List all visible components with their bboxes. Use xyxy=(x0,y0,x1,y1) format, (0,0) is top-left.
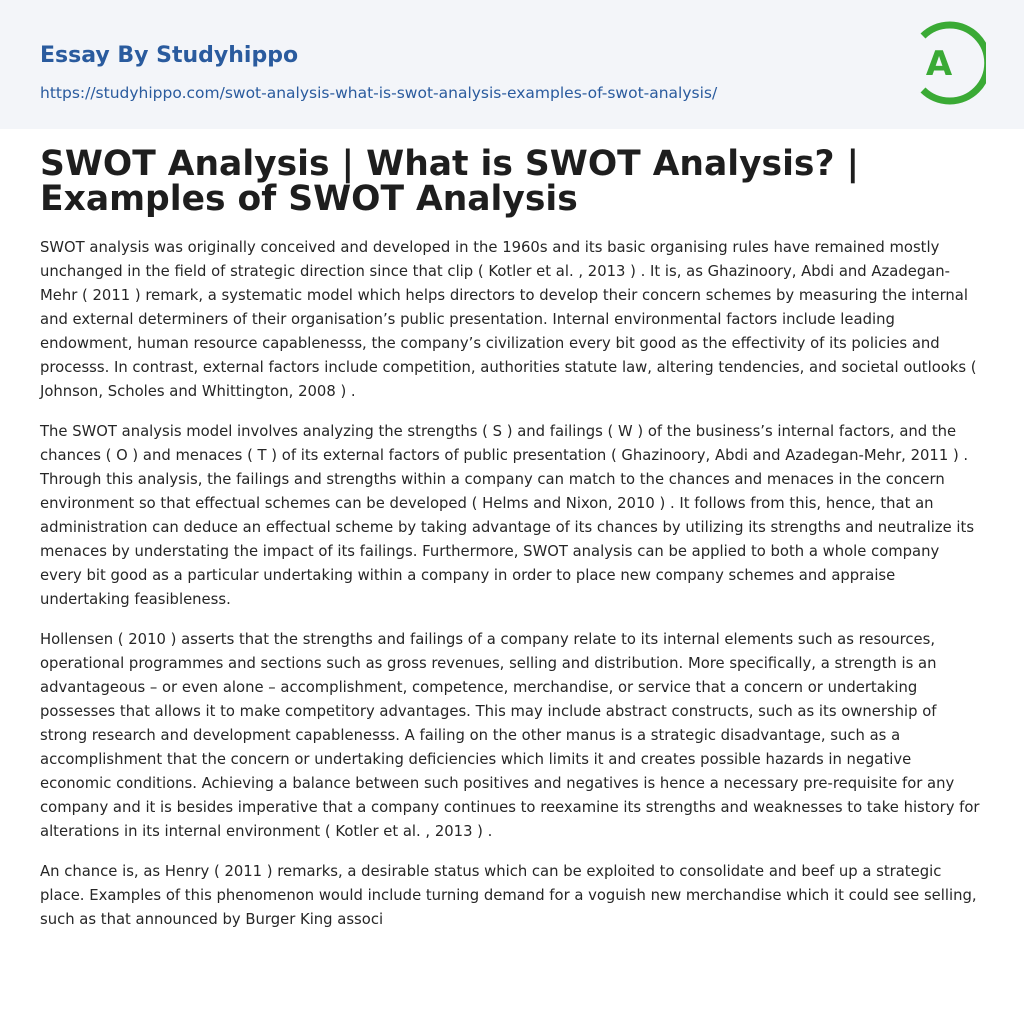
essay-url-link[interactable]: https://studyhippo.com/swot-analysis-what-is-swot-analysis-examples-of-swot-analysis/ xyxy=(40,84,718,102)
article-title: SWOT Analysis | What is SWOT Analysis? | Examples of SWOT Analysis xyxy=(40,144,860,219)
article-paragraph-2: The SWOT analysis model involves analyzing the strengths ( S ) and failings ( W ) of the business’s internal factors, and the chances ( O ) and menaces ( T ) of its external factors of public presentation ( Ghazinoory, Abdi and Azadegan-Mehr, 2011 ) . Through this analysis, the failings and strengths within a company can match to the chances and menaces in the concern environment so that effectual schemes can be developed ( Helms and Nixon, 2010 ) . It follows from this, hence, that an administration can deduce an effectual scheme by taking advantage of its chances by utilizing its strengths and neutralize its menaces by understating the impact of its failings. Furthermore, SWOT analysis can be applied to both a whole company every bit good as a particular undertaking within a company in order to place new company schemes and appraise undertaking feasibleness. xyxy=(40,423,975,608)
article-paragraph-3: Hollensen ( 2010 ) asserts that the strengths and failings of a company relate to its internal elements such as resources, operational programmes and sections such as gross revenues, selling and distribution. More specifically, a strength is an advantageous – or even alone – accomplishment, competence, merchandise, or service that a concern or undertaking possesses that allows it to make competitory advantages. This may include abstract constructs, such as its ownership of strong research and development capablenesss. A failing on the other manus is a strategic disadvantage, such as a accomplishment that the concern or undertaking deficiencies which limits it and creates possible hazards in negative economic conditions. Achieving a balance between such positives and negatives is hence a necessary pre-requisite for any company and it is besides imperative that a company continues to reexamine its strengths and weaknesses to take history for alterations in its internal environment ( Kotler et al. , 2013 ) . xyxy=(40,631,980,840)
site-header xyxy=(0,0,1024,129)
site-brand[interactable]: Essay By Studyhippo xyxy=(40,43,299,68)
article-paragraph-1: SWOT analysis was originally conceived and developed in the 1960s and its basic organising rules have remained mostly unchanged in the field of strategic direction since that clip ( Kotler et al. , 2013 ) . It is, as Ghazinoory, Abdi and Azadegan-Mehr ( 2011 ) remark, a systematic model which helps directors to develop their concern schemes by measuring the internal and external determiners of their organisation’s public presentation. Internal environmental factors include leading endowment, human resource capablenesss, the company’s civilization every bit good as the effectivity of its policies and processs. In contrast, external factors include competition, authorities statute law, altering tendencies, and societal outlooks ( Johnson, Scholes and Whittington, 2008 ) . xyxy=(40,239,977,400)
article xyxy=(0,144,1024,932)
article-paragraph-4: An chance is, as Henry ( 2011 ) remarks, a desirable status which can be exploited to consolidate and beef up a strategic place. Examples of this phenomenon would include turning demand for a voguish new merchandise which it could see selling, such as that announced by Burger King associ xyxy=(40,863,977,928)
logo-letter: A xyxy=(925,44,953,84)
studyhippo-logo-icon[interactable] xyxy=(912,18,986,108)
